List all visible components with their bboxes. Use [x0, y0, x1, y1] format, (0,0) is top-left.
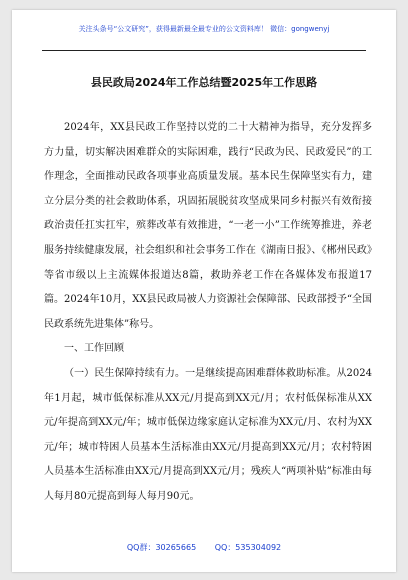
header-divider — [42, 50, 366, 51]
body-paragraph: 2024年，XX县民政工作坚持以党的二十大精神为指导，充分发挥多方力量，切实解决困难群众的实际困难，践行“民政为民、民政爱民”的工作理念，全面推动民政各项事业高质量发展。基本民生保障坚实有力，建立分层分类的社会救助体系，巩固拓展脱贫攻坚成果同乡村振兴有效衔接政治责任扛实扛牢，殡葬改革有效推进，“一老一小”工作统筹推进，养老服务持续健康发展，社会组织和社会事务工作在《湖南日报》、《郴州民政》等省市级以上主流媒体报道达8篇，救助养老工作在各媒体发布报道17篇。2024年10月，XX县民政局被人力资源社会保障部、民政部授予“全国民政系统先进集体”称号。 — [44, 122, 372, 330]
document-body — [44, 116, 372, 510]
section-heading: 一、工作回顾 — [64, 343, 124, 355]
body-paragraph: （一）民生保障持续有力。一是继续提高困难群体救助标准。从2024年1月起，城市低保标准从XX元/月提高到XX元/月；农村低保标准从XX元/年提高到XX元/年；城市低保边缘家庭认定标准为XX元/月、农村为XX元/年；城市特困人员基本生活标准由XX元/月提高到XX元/月；农村特困人员基本生活标准由XX元/月提高到XX元/月；残疾人“两项补贴”标准由每人每月80元提高到每人每月90元。 — [44, 367, 372, 502]
document-title: 县民政局2024年工作总结暨2025年工作思路 — [90, 76, 318, 89]
header-note: 关注头条号“公文研究”，获得最新最全最专业的公文资料库！ 微信：gongwenyj — [78, 25, 330, 33]
footer — [12, 542, 396, 553]
footer-qq-group: QQ群：30265665 — [126, 543, 197, 552]
document-page — [12, 10, 396, 572]
footer-qq: QQ：535304092 — [214, 543, 282, 552]
